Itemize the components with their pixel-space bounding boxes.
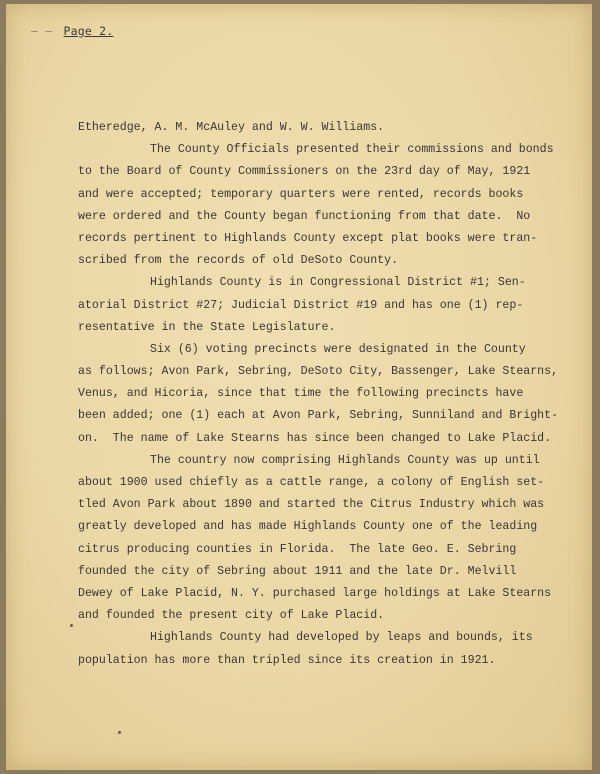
text-line: citrus producing counties in Florida. The late Geo. E. Sebring xyxy=(78,542,517,556)
text-line: tled Avon Park about 1890 and started the Citrus Industry which was xyxy=(78,498,545,512)
paper-speck xyxy=(70,624,73,627)
document-body xyxy=(78,117,560,672)
header-dash: – – xyxy=(31,24,53,38)
page-number-label: Page 2. xyxy=(63,24,114,38)
text-line: greatly developed and has made Highlands County one of the leading xyxy=(78,520,538,534)
text-line: records pertinent to Highlands County except plat books were tran- xyxy=(78,231,538,245)
text-line: and founded the present city of Lake Placid. xyxy=(78,609,385,623)
text-line: Etheredge, A. M. McAuley and W. W. Williams. xyxy=(78,121,385,134)
text-line: population has more than tripled since its creation in 1921. xyxy=(78,653,496,667)
page-header xyxy=(31,24,113,38)
text-line: been added; one (1) each at Avon Park, Sebring, Sunniland and Bright- xyxy=(78,409,559,423)
text-line: as follows; Avon Park, Sebring, DeSoto City, Bassenger, Lake Stearns, xyxy=(78,365,559,379)
paper-speck xyxy=(118,731,121,734)
text-line: were ordered and the County began functioning from that date. No xyxy=(78,209,531,223)
text-line: about 1900 used chiefly as a cattle range, a colony of English set- xyxy=(78,476,545,489)
text-line: founded the city of Sebring about 1911 and the late Dr. Melvill xyxy=(78,564,517,578)
text-line: Venus, and Hicoria, since that time the following precincts have xyxy=(78,387,524,401)
paragraph-start-line: Highlands County had developed by leaps and bounds, its xyxy=(150,631,533,645)
text-line: Dewey of Lake Placid, N. Y. purchased large holdings at Lake Stearns xyxy=(78,586,552,600)
text-line: and were accepted; temporary quarters were rented, records books xyxy=(78,187,524,201)
text-line: resentative in the State Legislature. xyxy=(78,320,336,334)
paragraph-start-line: Highlands County is in Congressional District #1; Sen- xyxy=(150,276,526,290)
document-page xyxy=(6,4,592,770)
text-line: scribed from the records of old DeSoto County. xyxy=(78,254,399,268)
paragraph-start-line: The country now comprising Highlands County was up until xyxy=(150,453,540,467)
paragraph-start-line: The County Officials presented their commissions and bonds xyxy=(150,143,554,157)
text-line: atorial District #27; Judicial District #19 and has one (1) rep- xyxy=(78,298,524,312)
paragraph-start-line: Six (6) voting precincts were designated in the County xyxy=(150,342,526,356)
text-line: on. The name of Lake Stearns has since been changed to Lake Placid. xyxy=(78,431,552,445)
text-line: to the Board of County Commissioners on the 23rd day of May, 1921 xyxy=(78,165,531,179)
